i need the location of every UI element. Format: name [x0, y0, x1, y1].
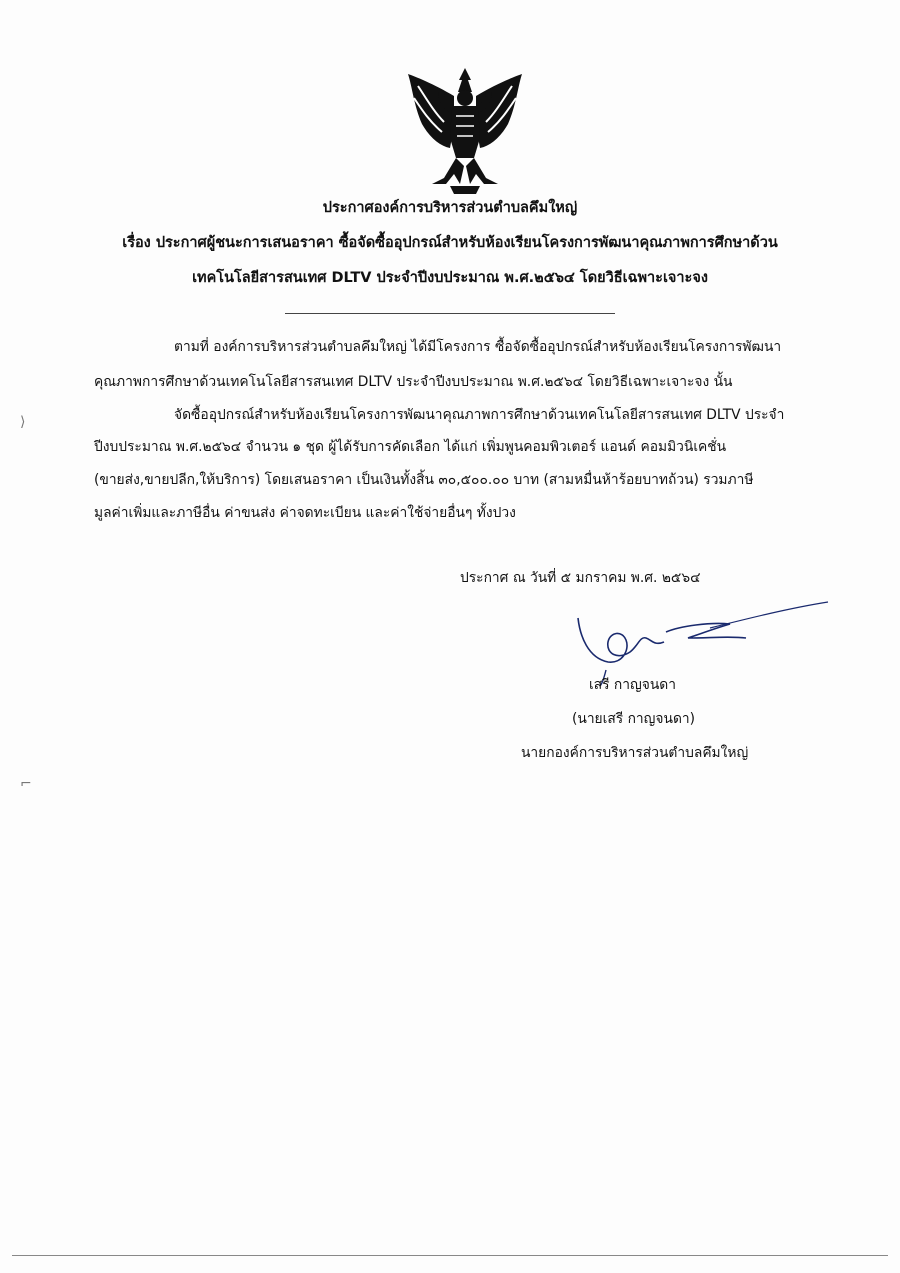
- subject-line-1: เรื่อง ประกาศผู้ชนะการเสนอราคา ซื้อจัดซื้ออุปกรณ์สำหรับห้องเรียนโครงการพัฒนาคุณภาพการศึกษาด้วน: [122, 235, 778, 251]
- subject-line-2: เทคโนโลยีสารสนเทศ DLTV ประจำปีงบประมาณ พ.ศ.๒๕๖๔ โดยวิธีเฉพาะเจาะจง: [192, 270, 708, 286]
- signer-full-name: (นายเสรี กาญจนดา): [572, 711, 696, 727]
- body-paragraph-1-line-2: คุณภาพการศึกษาด้วนเทคโนโลยีสารสนเทศ DLTV ประจำปีงบประมาณ พ.ศ.๒๕๖๔ โดยวิธีเฉพาะเจาะจง นั้น: [94, 374, 733, 390]
- body-paragraph-2-line-4: มูลค่าเพิ่มและภาษีอื่น ค่าขนส่ง ค่าจดทะเบียน และค่าใช้จ่ายอื่นๆ ทั้งปวง: [94, 505, 516, 521]
- body-paragraph-1-line-1: ตามที่ องค์การบริหารส่วนตำบลคึมใหญ่ ได้มีโครงการ ซื้อจัดซื้ออุปกรณ์สำหรับห้องเรียนโครงการพัฒนา: [174, 339, 782, 355]
- body-paragraph-2-line-2: ปีงบประมาณ พ.ศ.๒๕๖๔ จำนวน ๑ ชุด ผู้ได้รับการคัดเลือก ได้แก่ เพิ่มพูนคอมพิวเตอร์ แอนด์ คอมมิวนิเคชั่น: [94, 439, 727, 455]
- footer-rule: [12, 1255, 888, 1256]
- signer-position: นายกองค์การบริหารส่วนตำบลคึมใหญ่: [521, 745, 749, 761]
- title-divider: [285, 313, 615, 314]
- scan-mark: ⟩: [20, 414, 26, 430]
- garuda-emblem-icon: [404, 66, 526, 196]
- body-paragraph-2-line-3: (ขายส่ง,ขายปลีก,ให้บริการ) โดยเสนอราคา เป็นเงินทั้งสิ้น ๓๐,๕๐๐.๐๐ บาท (สามหมื่นห้าร้อยบาทถ้วน) รวมภาษี: [94, 472, 754, 488]
- body-paragraph-2-line-1: จัดซื้ออุปกรณ์สำหรับห้องเรียนโครงการพัฒนาคุณภาพการศึกษาด้วนเทคโนโลยีสารสนเทศ DLTV ประจำ: [174, 407, 785, 423]
- announcement-date: ประกาศ ณ วันที่ ๕ มกราคม พ.ศ. ๒๕๖๔: [460, 570, 701, 586]
- scan-mark: ⌐: [20, 776, 32, 792]
- signer-name: เสรี กาญจนดา: [589, 677, 677, 693]
- issuer-title: ประกาศองค์การบริหารส่วนตำบลคึมใหญ่: [322, 200, 578, 216]
- handwritten-signature: [560, 596, 840, 686]
